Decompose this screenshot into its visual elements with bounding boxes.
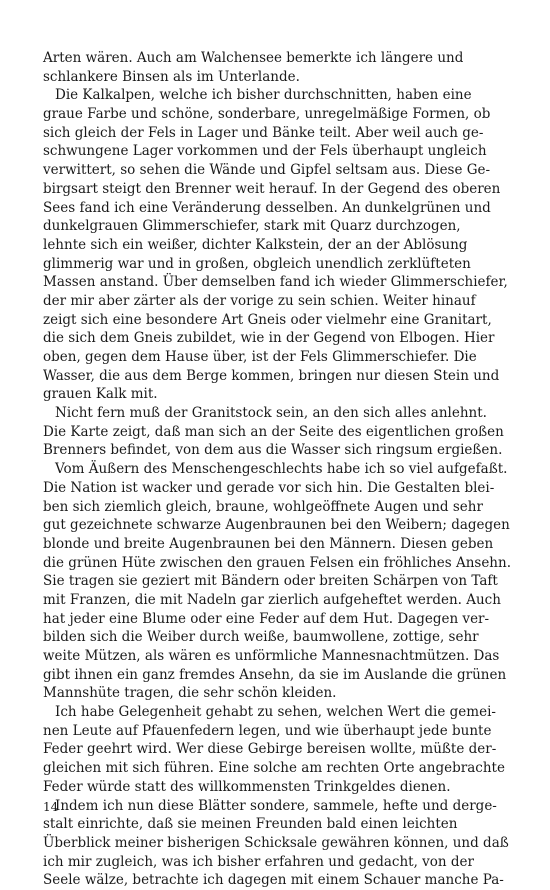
text-line: dunkelgrauen Glimmerschiefer, stark mit Quarz durchzogen, [43,218,461,235]
text-line: Brenners befindet, von dem aus die Wasser sich ringsum ergießen. [43,442,503,459]
text-line: birgsart steigt den Brenner weit herauf. In der Gegend des oberen [43,180,501,197]
text-line: schlankere Binsen als im Unterlande. [43,68,300,85]
text-line: Die Kalkalpen, welche ich bisher durchschnitten, haben eine [55,87,472,104]
text-line: grauen Kalk mit. [43,386,158,403]
text-line: die grünen Hüte zwischen den grauen Felsen ein fröhliches Ansehn. [43,554,511,571]
text-line: blonde und breite Augenbraunen bei den Männern. Diesen geben [43,535,494,552]
text-line: Die Karte zeigt, daß man sich an der Seite des eigentlichen großen [43,423,504,440]
text-line: Feder würde statt des willkommensten Trinkgeldes dienen. [43,778,451,795]
text-line: bilden sich die Weiber durch weiße, baumwollene, zottige, sehr [43,629,479,646]
text-line: Feder geehrt wird. Wer diese Gebirge bereisen wollte, müßte der- [43,741,497,758]
text-line: Seele wälze, betrachte ich dagegen mit einem Schauer manche Pa- [43,872,504,889]
text-line: Vom Äußern des Menschengeschlechts habe ich so viel aufgefaßt. [55,461,508,478]
text-line: nen Leute auf Pfauenfedern legen, und wie überhaupt jede bunte [43,722,492,739]
text-line: Wasser, die aus dem Berge kommen, bringen nur diesen Stein und [43,367,500,384]
text-line: Die Nation ist wacker und gerade vor sich hin. Die Gestalten blei- [43,479,495,496]
body-text [43,49,511,890]
text-line: Mannshüte tragen, die sehr schön kleiden. [43,685,337,702]
text-line: der mir aber zärter als der vorige zu sein schien. Weiter hinauf [43,292,476,309]
text-line: zeigt sich eine besondere Art Gneis oder vielmehr eine Granitart, [43,311,492,328]
text-line: weite Mützen, als wären es unförmliche Mannesnachtmützen. Das [43,648,500,664]
text-line: ich mir zugleich, was ich bisher erfahren und gedacht, von der [43,853,474,870]
text-line: Sie tragen sie geziert mit Bändern oder breiten Schärpen von Taft [43,573,498,590]
page-number: 14 [43,800,59,814]
text-line: verwittert, so sehen die Wände und Gipfel seltsam aus. Diese Ge- [43,162,491,179]
text-line: Nicht fern muß der Granitstock sein, an den sich alles anlehnt. [55,405,487,422]
text-line: ben sich ziemlich gleich, braune, wohlgeöffnete Augen und sehr [43,498,483,515]
text-line: graue Farbe und schöne, sonderbare, unregelmäßige Formen, ob [43,106,491,123]
text-line: Arten wären. Auch am Walchensee bemerkte ich längere und [43,50,464,66]
text-line: Sees fand ich eine Veränderung desselben. An dunkelgrünen und [43,199,491,216]
text-line: gut gezeichnete schwarze Augenbraunen bei den Weibern; dagegen [43,517,510,534]
text-line: hat jeder eine Blume oder eine Feder auf dem Hut. Dagegen ver- [43,610,490,627]
text-line: Indem ich nun diese Blätter sondere, sammele, hefte und derge- [55,797,497,814]
text-line: glimmerig war und in großen, obgleich unendlich zerklüfteten [43,255,471,272]
text-line: Überblick meiner bisherigen Schicksale gewähren können, und daß [43,834,509,851]
text-line: gleichen mit sich führen. Eine solche am rechten Orte angebrachte [43,760,505,777]
text-line: schwungene Lager vorkommen und der Fels überhaupt ungleich [43,143,487,160]
text-line: Massen anstand. Über demselben fand ich wieder Glimmerschiefer, [43,274,508,291]
text-line: sich gleich der Fels in Lager und Bänke teilt. Aber weil auch ge- [43,124,484,141]
text-line: lehnte sich ein weißer, dichter Kalkstein, der an der Ablösung [43,236,468,253]
text-line: gibt ihnen ein ganz fremdes Ansehn, da sie im Auslande die grünen [43,666,507,683]
text-line: stalt einrichte, daß sie meinen Freunden bald einen leichten [43,816,458,833]
text-line: oben, gegen dem Hause über, ist der Fels Glimmerschiefer. Die [43,349,477,365]
text-line: die sich dem Gneis zubildet, wie in der Gegend von Elbogen. Hier [43,330,495,347]
text-line: mit Franzen, die mit Nadeln gar zierlich aufgeheftet werden. Auch [43,591,501,608]
text-line: Ich habe Gelegenheit gehabt zu sehen, welchen Wert die gemei- [55,704,496,721]
